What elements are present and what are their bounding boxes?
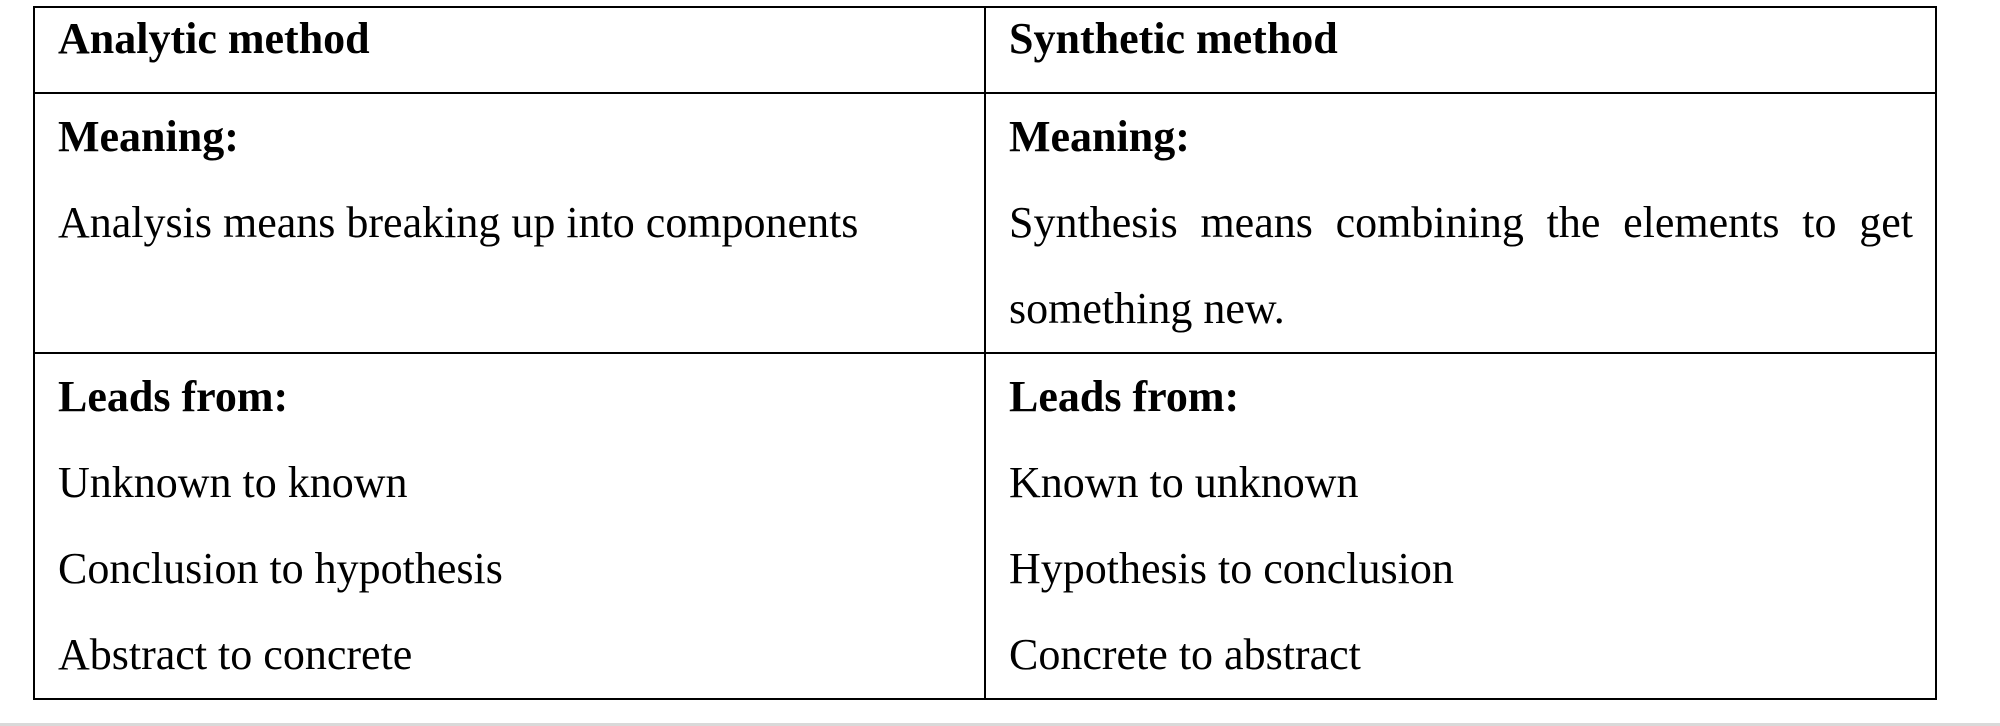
header-cell-analytic [34,7,985,93]
leads-cell-analytic [34,353,985,699]
leads-analytic-content [35,354,984,698]
meaning-label-analytic: Meaning: [58,112,239,161]
leads-item-analytic-1: Unknown to known [58,458,408,507]
comparison-table [33,6,1937,700]
meaning-cell-synthetic [985,93,1936,353]
leads-item-synthetic-2: Hypothesis to conclusion [1009,544,1454,593]
meaning-analytic-content [35,94,984,266]
leads-item-analytic-2: Conclusion to hypothesis [58,544,503,593]
leads-label-analytic: Leads from: [58,372,289,421]
meaning-row [34,93,1936,353]
header-analytic-method: Analytic method [58,14,370,63]
meaning-label-synthetic: Meaning: [1009,112,1190,161]
leads-label-synthetic: Leads from: [1009,372,1240,421]
leads-synthetic-content [986,354,1935,698]
meaning-synthetic-content [986,94,1935,352]
leads-item-synthetic-3: Concrete to abstract [1009,630,1361,679]
comparison-table-container [33,6,1935,700]
leads-row [34,353,1936,699]
table-header-row [34,7,1936,93]
meaning-text-synthetic: Synthesis means combining the elements to get something new. [1009,198,1913,333]
meaning-cell-analytic [34,93,985,353]
header-cell-synthetic [985,7,1936,93]
leads-item-synthetic-1: Known to unknown [1009,458,1359,507]
leads-item-analytic-3: Abstract to concrete [58,630,413,679]
meaning-text-analytic: Analysis means breaking up into components [58,198,859,247]
header-synthetic-method: Synthetic method [1009,14,1338,63]
leads-cell-synthetic [985,353,1936,699]
